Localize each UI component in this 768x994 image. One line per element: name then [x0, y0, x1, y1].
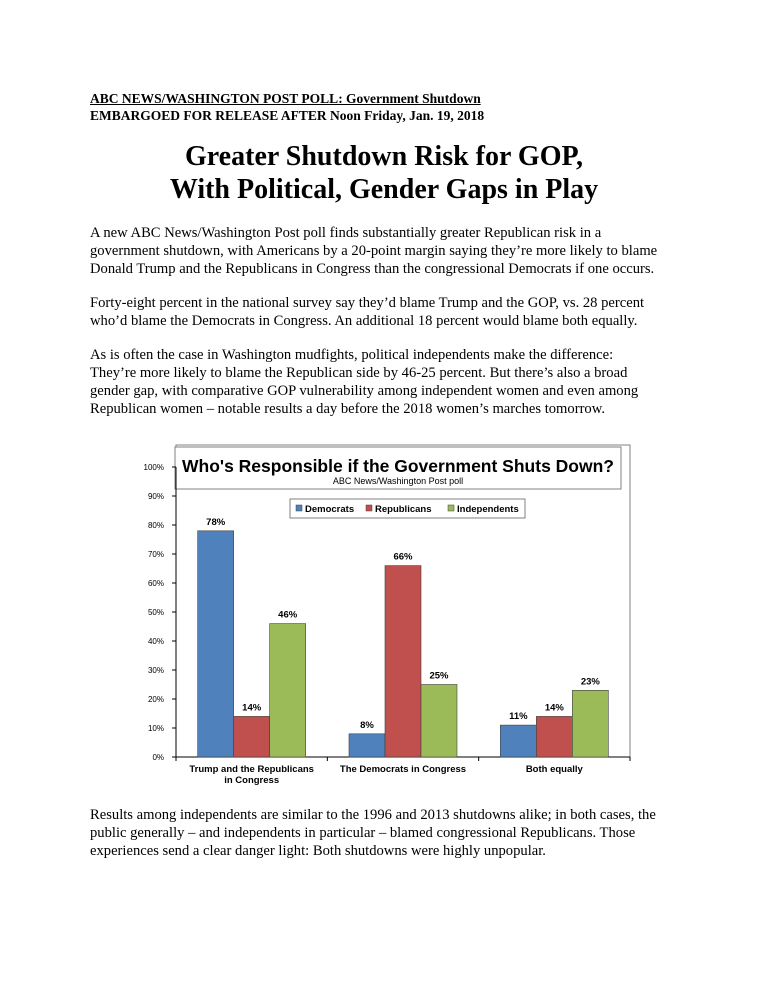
bar-independents: [270, 624, 306, 757]
y-tick-label: 90%: [147, 492, 164, 501]
text-line: public generally – and independents in particular – blamed congressional Republicans. Those: [90, 825, 636, 841]
y-tick-label: 100%: [143, 463, 164, 472]
data-label: 46%: [278, 609, 298, 621]
poll-header: ABC NEWS/WASHINGTON POST POLL: Government Shutdown: [90, 91, 481, 106]
text-line: A new ABC News/Washington Post poll finds substantially greater Republican risk in a: [90, 225, 602, 241]
title-line-2: With Political, Gender Gaps in Play: [169, 174, 599, 205]
title-line-1: Greater Shutdown Risk for GOP,: [184, 141, 583, 172]
bar-democrats: [349, 734, 385, 757]
legend-label: Independents: [457, 504, 519, 515]
x-tick-label: Trump and the Republicans: [189, 764, 314, 775]
data-label: 14%: [544, 702, 564, 714]
data-label: 8%: [360, 719, 374, 731]
text-line: government shutdown, with Americans by a 20-point margin saying they’re more likely to blame: [90, 243, 658, 259]
legend-label: Republicans: [375, 504, 432, 515]
bar-independents: [572, 690, 608, 757]
chart-title: Who's Responsible if the Government Shuts Down?: [182, 456, 614, 476]
text-line: They’re more likely to blame the Republican side by 46-25 percent. But there’s also a broad: [90, 365, 628, 381]
x-tick-label: Both equally: [525, 764, 583, 775]
data-label: 66%: [393, 551, 413, 563]
data-label: 14%: [242, 702, 262, 714]
bar-republicans: [385, 566, 421, 757]
y-tick-label: 60%: [147, 579, 164, 588]
y-tick-label: 10%: [147, 724, 164, 733]
y-tick-label: 40%: [147, 637, 164, 646]
text-line: Forty-eight percent in the national survey say they’d blame Trump and the GOP, vs. 28 percent: [90, 295, 645, 311]
paragraph-4: [90, 806, 690, 860]
y-tick-label: 80%: [147, 521, 164, 530]
data-label: 11%: [509, 711, 528, 723]
bar-democrats: [500, 725, 536, 757]
text-line: Republican women – notable results a day before the 2018 women’s marches tomorrow.: [90, 401, 605, 417]
legend-swatch: [448, 505, 454, 511]
legend-swatch: [296, 505, 302, 511]
text-line: experiences send a clear danger light: Both shutdowns were highly unpopular.: [90, 843, 546, 859]
text-line: As is often the case in Washington mudfights, political independents make the difference:: [90, 347, 614, 363]
y-tick-label: 20%: [147, 695, 164, 704]
x-tick-label: in Congress: [224, 775, 280, 786]
y-tick-label: 70%: [147, 550, 164, 559]
legend-swatch: [366, 505, 372, 511]
data-label: 78%: [206, 516, 226, 528]
y-tick-label: 30%: [147, 666, 164, 675]
legend-label: Democrats: [305, 504, 355, 515]
y-tick-label: 0%: [152, 753, 164, 762]
data-label: 25%: [429, 670, 449, 682]
bar-republicans: [234, 716, 270, 757]
legend: [296, 504, 519, 515]
chart-subtitle: ABC News/Washington Post poll: [332, 476, 464, 486]
bar-independents: [421, 685, 457, 758]
x-tick-label: The Democrats in Congress: [339, 764, 467, 775]
embargo-notice: EMBARGOED FOR RELEASE AFTER Noon Friday, Jan. 19, 2018: [90, 108, 485, 123]
text-line: Donald Trump and the Republicans in Congress than the congressional Democrats if one occurs.: [90, 261, 655, 277]
text-line: gender gap, with comparative GOP vulnerability among independent women and even among: [90, 383, 639, 399]
bar-republicans: [536, 716, 572, 757]
y-tick-label: 50%: [147, 608, 164, 617]
text-line: who’d blame the Democrats in Congress. An additional 18 percent would blame both equally.: [90, 313, 638, 329]
data-label: 23%: [580, 676, 600, 688]
text-line: Results among independents are similar to the 1996 and 2013 shutdowns alike; in both cases, the: [90, 807, 656, 823]
bar-democrats: [198, 531, 234, 757]
